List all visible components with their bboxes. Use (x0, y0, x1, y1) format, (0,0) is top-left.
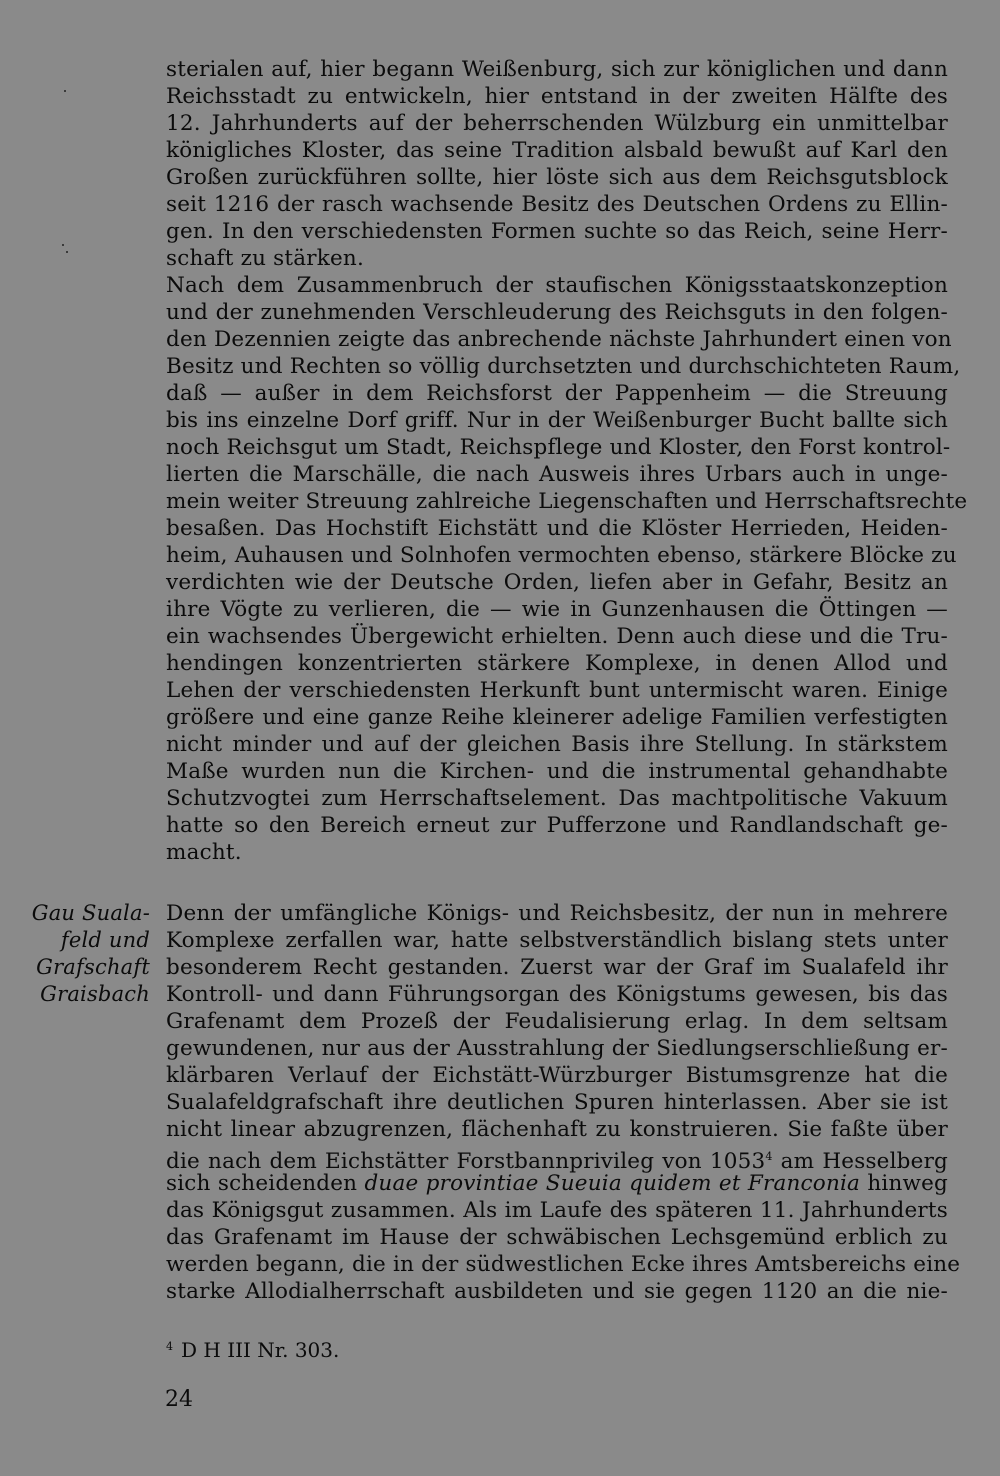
text-line: Denn der umfängliche Königs- und Reichsbesitz, der nun in mehrere (166, 901, 948, 926)
text-line: nicht linear abzugrenzen, flächenhaft zu konstruieren. Sie faßte über (166, 1117, 948, 1142)
margin-note-line: feld und (60, 928, 150, 952)
text-line: heim, Auhausen und Solnhofen vermochten ebenso, stärkere Blöcke zu (166, 543, 957, 568)
text-line: den Dezennien zeigte das anbrechende nächste Jahrhundert einen von (166, 327, 952, 352)
text-line: 12. Jahrhunderts auf der beherrschenden Wülzburg ein unmittelbar (166, 111, 948, 136)
text-line: das Grafenamt im Hause der schwäbischen Lechsgemünd erblich zu (166, 1225, 948, 1250)
text-line: Sualafeldgrafschaft ihre deutlichen Spuren hinterlassen. Aber sie ist (166, 1090, 948, 1115)
text-line: gen. In den verschiedensten Formen suchte so das Reich, seine Herr- (166, 219, 948, 244)
text-line: und der zunehmenden Verschleuderung des Reichsguts in den folgen- (166, 300, 948, 325)
text-line-with-latin-quote (166, 1170, 948, 1197)
scan-speck (64, 90, 66, 92)
text-line: werden begann, die in der südwestlichen Ecke ihres Amtsbereichs eine (166, 1252, 961, 1277)
page-number: 24 (165, 1387, 193, 1412)
text-line: Großen zurückführen sollte, hier löste sich aus dem Reichsgutsblock (166, 165, 948, 190)
text-line: ihre Vögte zu verlieren, die — wie in Gunzenhausen die Öttingen — (166, 597, 948, 622)
latin-quote: duae provintiae Sueuia quidem et Franconia (364, 1171, 861, 1196)
text-line: sterialen auf, hier begann Weißenburg, sich zur königlichen und dann (166, 57, 948, 82)
text-line: Komplexe zerfallen war, hatte selbstverständlich bislang stets unter (166, 928, 948, 953)
text-line: nicht minder und auf der gleichen Basis ihre Stellung. In stärkstem (166, 732, 948, 757)
text-line: Kontroll- und dann Führungsorgan des Königstums gewesen, bis das (166, 982, 948, 1007)
text-fragment: hinweg (860, 1171, 948, 1196)
text-line: daß — außer in dem Reichsforst der Pappenheim — die Streuung (166, 381, 948, 406)
text-line: hatte so den Bereich erneut zur Pufferzone und Randlandschaft ge- (166, 813, 948, 838)
text-line: starke Allodialherrschaft ausbildeten und sie gegen 1120 an die nie- (166, 1279, 948, 1304)
margin-note-line: Grafschaft (36, 955, 150, 979)
text-fragment: die nach dem Eichstätter Forstbannprivileg von 1053 (166, 1149, 766, 1174)
text-line: Maße wurden nun die Kirchen- und die instrumental gehandhabte (166, 759, 948, 784)
text-line: lierten die Marschälle, die nach Ausweis ihres Urbars auch in unge- (166, 462, 948, 487)
text-line: Lehen der verschiedensten Herkunft bunt untermischt waren. Einige (166, 678, 948, 703)
text-line: Besitz und Rechten so völlig durchsetzten und durchschichteten Raum, (166, 354, 961, 379)
text-line: ein wachsendes Übergewicht erhielten. Denn auch diese und die Tru- (166, 624, 948, 649)
text-line: hendingen konzentrierten stärkere Komplexe, in denen Allod und (166, 651, 948, 676)
text-line: Schutzvogtei zum Herrschaftselement. Das machtpolitische Vakuum (166, 786, 948, 811)
scan-speck (66, 251, 68, 253)
text-line: besonderem Recht gestanden. Zuerst war der Graf im Sualafeld ihr (166, 955, 948, 980)
text-line: mein weiter Streuung zahlreiche Liegenschaften und Herrschaftsrechte (166, 489, 968, 514)
text-line: Grafenamt dem Prozeß der Feudalisierung erlag. In dem seltsam (166, 1009, 948, 1034)
text-line: macht. (166, 840, 242, 865)
text-line: klärbaren Verlauf der Eichstätt-Würzburger Bistumsgrenze hat die (166, 1063, 948, 1088)
scan-speck (62, 244, 64, 246)
text-line: gewundenen, nur aus der Ausstrahlung der Siedlungserschließung er- (166, 1036, 948, 1061)
text-line: noch Reichsgut um Stadt, Reichspflege und Kloster, den Forst kontrol- (166, 435, 951, 460)
text-line: königliches Kloster, das seine Tradition alsbald bewußt auf Karl den (166, 138, 948, 163)
text-line: verdichten wie der Deutsche Orden, liefen aber in Gefahr, Besitz an (166, 570, 948, 595)
margin-note-line: Gau Suala- (31, 901, 150, 925)
margin-note-line: Graisbach (40, 982, 150, 1006)
margin-note (20, 900, 150, 1008)
text-line: schaft zu stärken. (166, 246, 364, 271)
footnote-reference: 4 (765, 1150, 773, 1163)
text-fragment: sich scheidenden (166, 1171, 365, 1196)
text-line: bis ins einzelne Dorf griff. Nur in der Weißenburger Bucht ballte sich (166, 408, 948, 433)
text-line: das Königsgut zusammen. Als im Laufe des späteren 11. Jahrhunderts (166, 1198, 948, 1223)
text-line: seit 1216 der rasch wachsende Besitz des Deutschen Ordens zu Ellin- (166, 192, 948, 217)
text-line: größere und eine ganze Reihe kleinerer adelige Familien verfestigten (166, 705, 948, 730)
text-line: besaßen. Das Hochstift Eichstätt und die Klöster Herrieden, Heiden- (166, 516, 948, 541)
footnote-text: D H III Nr. 303. (181, 1338, 340, 1362)
text-line: Nach dem Zusammenbruch der staufischen Königsstaatskonzeption (166, 273, 948, 298)
text-fragment: am Hesselberg (772, 1149, 949, 1174)
footnote (166, 1334, 339, 1363)
footnote-marker: 4 (166, 1340, 173, 1353)
text-line: Reichsstadt zu entwickeln, hier entstand in der zweiten Hälfte des (166, 84, 948, 109)
